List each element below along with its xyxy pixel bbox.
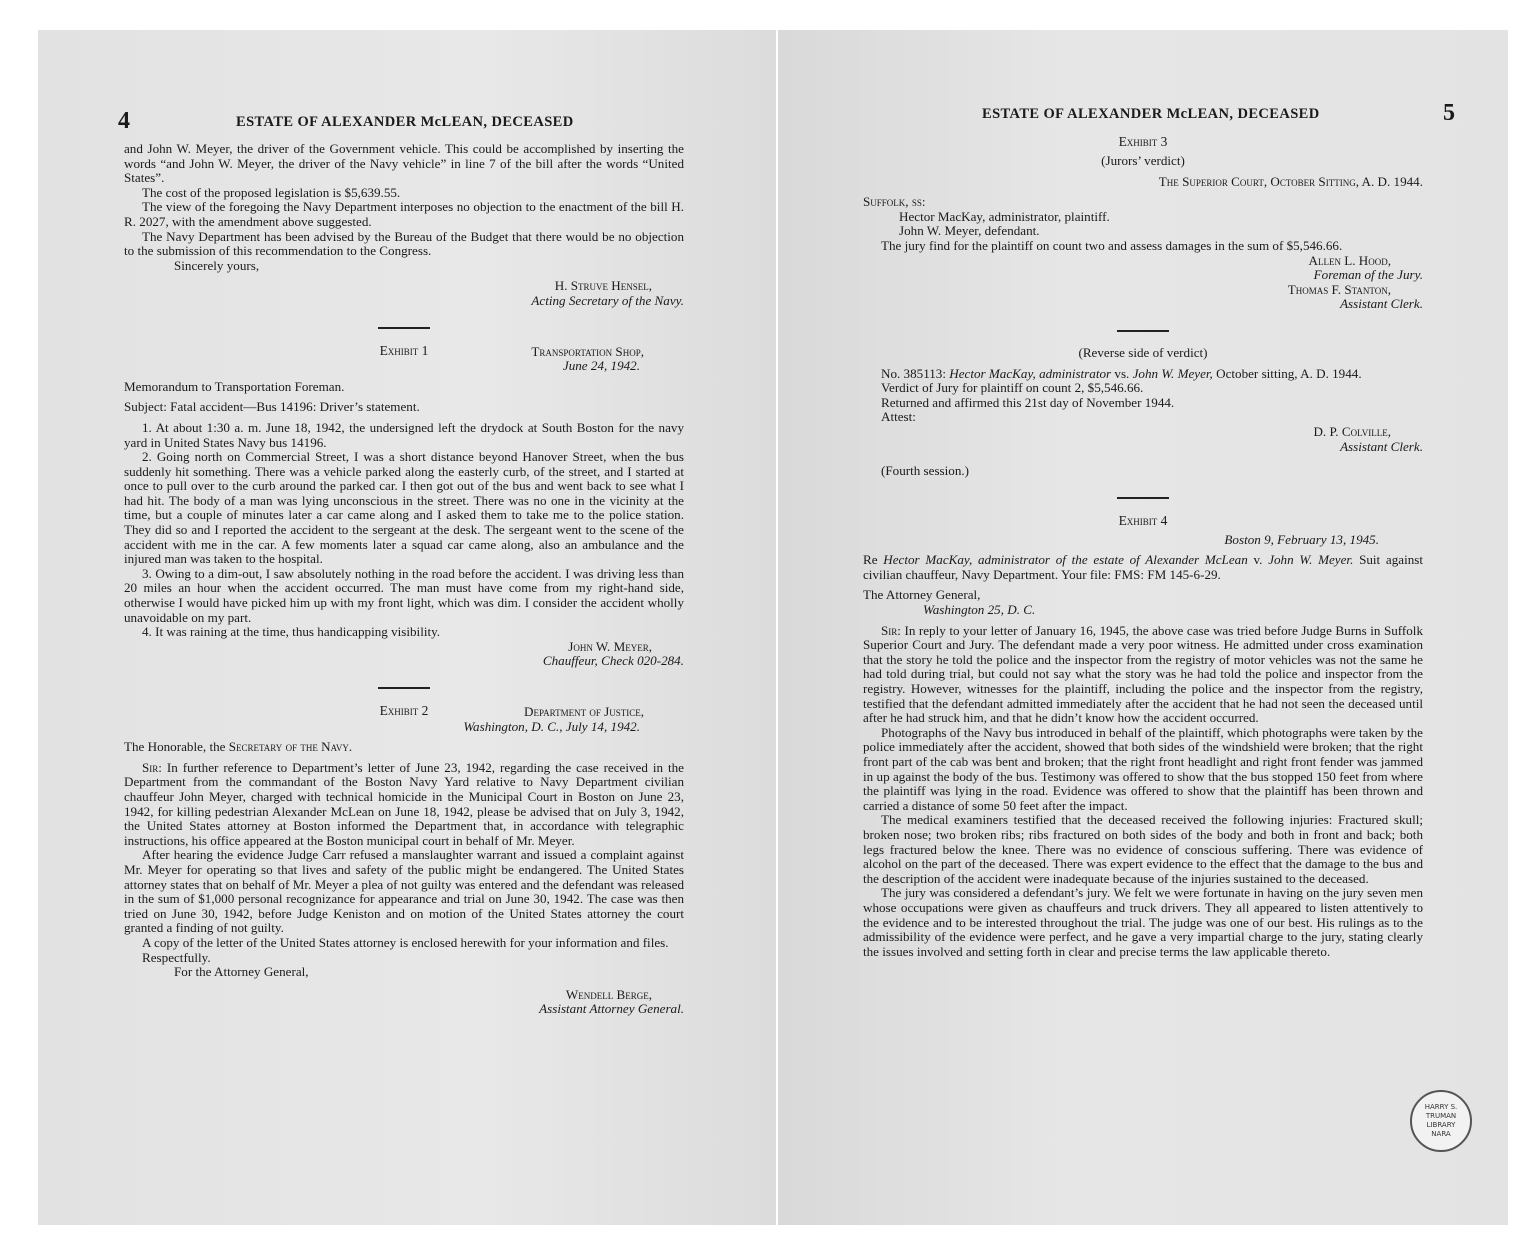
paragraph-text: In reply to your letter of January 16, 1945, the above case was tried before Judge Burns in Suffolk Superior Court and Jury. The defendant made a very poor witness. He admitted under cross examination that the story he told the police and the inspector from the registry of motor vehicles was not the same he had told during trial, but could not say what the story was he had told the police and inspector from the registry. However, witnesses for the plaintiff, including the police and the inspector from the registry, testified that the defendant admitted immediately after the accident that he had not seen the deceased until after he had struck him, and that he didn’t know how the accident occurred. — [863, 622, 1423, 726]
case-line — [863, 367, 1423, 382]
exhibit-org: Transportation Shop, — [531, 343, 644, 359]
running-head-title: ESTATE OF ALEXANDER McLEAN, DECEASED — [982, 106, 1320, 122]
right-page — [778, 30, 1508, 1225]
signatory-name: D. P. Colville, — [1313, 423, 1391, 439]
statement-item: 2. Going north on Commercial Street, I was a short distance beyond Hanover Street, when the bus suddenly hit something. There was a vehicle parked along the easterly curb, of the street, and I started at once to pull over to the curb around the parked car. I then got out of the bus and went back to see what I had hit. The body of a man was lying unconscious in the street. There was no one in the vicinity at the time, but a couple of minutes later a car came along and I asked them to take me to the police station. They did so and I reported the accident to the sergeant at the desk. The sergeant went to the scene of the accident with me in the car. A few moments later a squad car came along, also an ambulance and the injured man was taken to the hospital. — [124, 449, 684, 567]
letter-closing: Sincerely yours, — [174, 257, 260, 273]
court-heading: The Superior Court, October Sitting, A. D. 1944. — [1158, 173, 1423, 189]
left-page — [38, 30, 776, 1225]
exhibit-date: Washington, D. C., July 14, 1942. — [463, 718, 640, 734]
signature-block — [124, 279, 684, 308]
paragraph: The jury was considered a defendant’s jury. We felt we were fortunate in having on the jury seven men whose occupations were given as chauffeurs and truck drivers. They all appeared to listen attentively to the evidence and to be interested throughout the trial. The judge was one of our best. His rulings as to the admissibility of the evidence were perfect, and he gave a very impartial charge to the jury, stating clearly the issues involved and setting forth in clear and precise terms the law applicable thereto. — [863, 885, 1423, 959]
salutation: Sir: — [142, 759, 162, 775]
case-party-a: Hector MacKay, administrator — [949, 365, 1112, 381]
case-party-b: John W. Meyer, — [1132, 365, 1213, 381]
party-defendant: John W. Meyer, defendant. — [899, 223, 1040, 239]
re-prefix: Re — [863, 552, 878, 568]
stamp-text: HARRY S. TRUMAN LIBRARY NARA — [1424, 1103, 1458, 1138]
signature-block — [124, 988, 684, 1017]
right-page-content — [863, 100, 1455, 959]
paragraph-text: In further reference to Department’s letter of June 23, 1942, regarding the case received in the Department from the commandant of the Boston Navy Yard relative to Navy Department civilian chauffeur John Meyer, charged with technical homicide in the Municipal Court in Boston on June 23, 1942, for killing pedestrian Alexander McLean on June 18, 1942, please be advised that on July 3, 1942, the United States attorney at Boston informed the Department that, in accordance with telegraphic instructions, his office appeared at the Boston municipal court in behalf of Mr. Meyer. — [124, 759, 684, 848]
addressee: The Attorney General, — [863, 587, 981, 603]
archive-stamp — [1410, 1090, 1472, 1152]
paragraph: The medical examiners testified that the deceased received the following injuries: Fractured skull; broken nose; two broken ribs; ribs fractured on both sides of the body and both in front and back; both legs fractured below the knee. There was no evidence of conscious suffering. There was evidence of alcohol on the part of the deceased. There was expert evidence to the effect that the damage to the bus and the description of the accident were inadequate because of the injuries sustained to the deceased. — [863, 812, 1423, 886]
paragraph: After hearing the evidence Judge Carr refused a manslaughter warrant and issued a complaint against Mr. Meyer for operating so that lives and safety of the public might be endangered. The United States attorney states that on behalf of Mr. Meyer a plea of not guilty was entered and the defendant was released in the sum of $1,000 personal recognizance for appearance and trial on June 30, 1942. The case was then tried on June 30, 1942, before Judge Keniston and on motion of the United States attorney the court granted a finding of not guilty. — [124, 847, 684, 936]
exhibit-date: June 24, 1942. — [562, 358, 640, 374]
page-number: 4 — [118, 108, 130, 134]
re-rest: Suit against civilian chauffeur, Navy Department. Your file: FMS: FM 145-6-29. — [863, 552, 1423, 582]
memo-line: Memorandum to Transportation Foreman. — [124, 378, 345, 394]
verdict-line: Verdict of Jury for plaintiff on count 2, $5,546.66. — [881, 380, 1144, 396]
exhibit-heading: Exhibit 3 — [1118, 134, 1168, 149]
section-divider — [1117, 330, 1169, 332]
signatory-title: Foreman of the Jury. — [1313, 267, 1423, 283]
letter-closing: Respectfully. — [142, 949, 211, 965]
statement-item: 4. It was raining at the time, thus handicapping visibility. — [142, 624, 441, 640]
running-head-title: ESTATE OF ALEXANDER McLEAN, DECEASED — [236, 114, 574, 130]
exhibit-org: Department of Justice, — [523, 704, 644, 719]
signatory-title: Acting Secretary of the Navy. — [531, 292, 684, 308]
signatory-name: Thomas F. Stanton, — [1287, 281, 1391, 297]
addressee-prefix: The Honorable, the — [124, 739, 226, 755]
paragraph: and John W. Meyer, the driver of the Government vehicle. This could be accomplished by inserting the words “and John W. Meyer, the driver of the Navy vehicle” in line 7 of the bill after the words “United States”. — [124, 141, 684, 186]
exhibit-heading: Exhibit 1 — [379, 342, 429, 358]
section-divider — [378, 687, 430, 689]
exhibit-heading: Exhibit 4 — [1118, 512, 1168, 528]
page-number: 5 — [1443, 100, 1455, 126]
reverse-heading: (Reverse side of verdict) — [1078, 344, 1208, 360]
paragraph: Photographs of the Navy bus introduced in behalf of the plaintiff, which photographs were taken by the police immediately after the accident, showed that both sides of the windshield were broken; that the right front part of the cab was bent and broken; that the right front headlight and right front fender was jammed in up against the body of the bus. Testimony was offered to show that the bus stopped 150 feet from where the plaintiff was lying in the road. Evidence was offered to show that the plaintiff has been thrown and carried a distance of some 50 feet after the impact. — [863, 724, 1423, 813]
signature-block — [863, 254, 1423, 312]
re-line — [863, 553, 1423, 582]
signatory-title: Assistant Clerk. — [1340, 296, 1423, 312]
case-vs: vs. — [1114, 365, 1130, 381]
paragraph: The view of the foregoing the Navy Department interposes no objection to the enactment of the bill H. R. 2027, with the amendment above suggested. — [124, 199, 684, 229]
signatory-name: H. Struve Hensel, — [554, 278, 652, 294]
letter-closing: For the Attorney General, — [174, 964, 309, 980]
paragraph: The cost of the proposed legislation is $5,639.55. — [142, 184, 401, 200]
running-head-right — [863, 100, 1455, 134]
signature-block — [863, 425, 1423, 454]
venue: Suffolk, ss: — [863, 194, 926, 210]
paragraph: A copy of the letter of the United States attorney is enclosed herewith for your information and files. — [142, 934, 669, 950]
statement-item: 1. At about 1:30 a. m. June 18, 1942, the undersigned left the drydock at South Boston for the navy yard in United States Navy bus 14196. — [124, 419, 684, 450]
signature-block — [124, 640, 684, 669]
signatory-name: Wendell Berge, — [565, 986, 652, 1002]
section-divider — [378, 327, 430, 329]
addressee: Secretary of the Navy. — [228, 739, 353, 755]
re-party-b: John W. Meyer. — [1268, 552, 1354, 568]
paragraph — [863, 624, 1423, 726]
address: Washington 25, D. C. — [923, 602, 1036, 618]
attest-line: Attest: — [881, 409, 916, 425]
case-sitting: October sitting, A. D. 1944. — [1216, 365, 1362, 381]
paragraph — [124, 761, 684, 849]
re-v: v. — [1253, 552, 1263, 568]
signatory-title: Assistant Clerk. — [1340, 438, 1423, 454]
section-divider — [1117, 497, 1169, 499]
statement-item: 3. Owing to a dim-out, I saw absolutely nothing in the road before the accident. I was driving less than 20 miles an hour when the accident occurred. The man must have come from my right-hand side, otherwise I would have picked him up with my front light, which was dim. I consider the accident wholly unavoidable on my part. — [124, 565, 684, 625]
salutation: Sir: — [881, 622, 901, 638]
signatory-title: Assistant Attorney General. — [539, 1001, 684, 1017]
paragraph: The Navy Department has been advised by the Bureau of the Budget that there would be no objection to the submission of this recommendation to the Congress. — [124, 228, 684, 259]
exhibit-date: Boston 9, February 13, 1945. — [1224, 531, 1379, 547]
jury-finding: The jury find for the plaintiff on count two and assess damages in the sum of $5,546.66. — [881, 237, 1343, 253]
party-plaintiff: Hector MacKay, administrator, plaintiff. — [899, 208, 1110, 224]
addressee-line — [124, 740, 684, 755]
left-page-content — [118, 108, 684, 1017]
exhibit-subheading: (Jurors’ verdict) — [1101, 153, 1185, 168]
returned-line: Returned and affirmed this 21st day of November 1944. — [881, 394, 1175, 410]
re-party-a: Hector MacKay, administrator of the estate of Alexander McLean — [883, 552, 1248, 568]
signatory-name: John W. Meyer, — [568, 638, 652, 654]
session-note: (Fourth session.) — [881, 463, 970, 479]
subject-line: Subject: Fatal accident—Bus 14196: Driver’s statement. — [124, 399, 420, 415]
running-head-left — [118, 108, 684, 142]
signatory-name: Allen L. Hood, — [1308, 252, 1391, 268]
exhibit-heading: Exhibit 2 — [379, 703, 429, 718]
case-number: No. 385113: — [881, 365, 946, 381]
signatory-title: Chauffeur, Check 020-284. — [542, 653, 684, 669]
